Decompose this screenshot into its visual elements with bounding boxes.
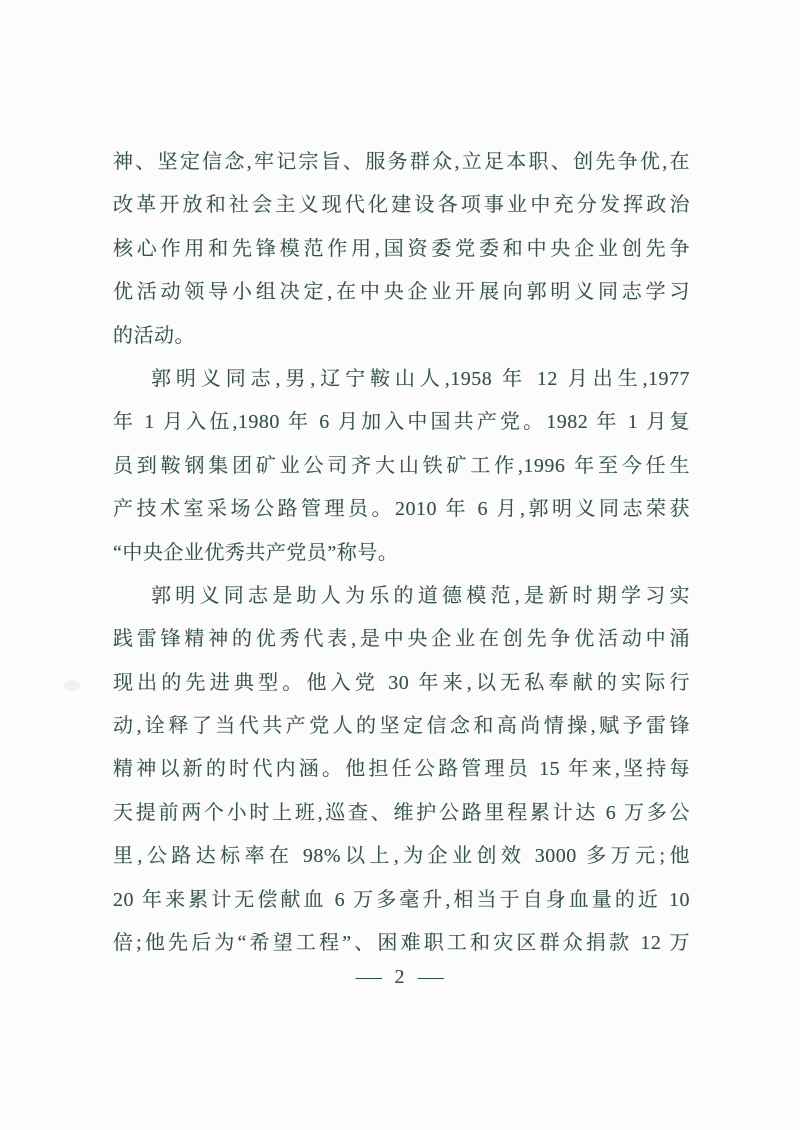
paragraph-1	[113, 141, 690, 358]
text-line: 里,公路达标率在 98%以上,为企业创效 3000 多万元;他	[113, 845, 690, 868]
text-line: 践雷锋精神的优秀代表,是中央企业在创先争优活动中涌	[113, 628, 690, 651]
text-line: 20 年来累计无偿献血 6 万多毫升,相当于自身血量的近 10	[113, 888, 690, 911]
footer-left-dash: —	[355, 966, 383, 988]
text-line: 优活动领导小组决定,在中央企业开展向郭明义同志学习	[113, 281, 690, 304]
text-line: 动,诠释了当代共产党人的坚定信念和高尚情操,赋予雷锋	[113, 715, 690, 738]
text-line: 员到鞍钢集团矿业公司齐大山铁矿工作,1996 年至今任生	[113, 454, 690, 477]
page-number: 2	[394, 966, 406, 988]
paragraph-2	[113, 358, 690, 575]
text-line: 年 1 月入伍,1980 年 6 月加入中国共产党。1982 年 1 月复	[113, 411, 690, 434]
text-line: 的活动。	[113, 324, 195, 347]
text-line: 改革开放和社会主义现代化建设各项事业中充分发挥政治	[113, 194, 690, 217]
text-line: 倍;他先后为“希望工程”、困难职工和灾区群众捐款 12 万	[113, 932, 690, 955]
document-body	[113, 141, 690, 965]
text-line: 产技术室采场公路管理员。2010 年 6 月,郭明义同志荣获	[113, 498, 690, 521]
text-line: 天提前两个小时上班,巡查、维护公路里程累计达 6 万多公	[113, 801, 690, 824]
scan-smudge-artifact	[64, 680, 80, 691]
paragraph-3	[113, 575, 690, 966]
text-line: 神、坚定信念,牢记宗旨、服务群众,立足本职、创先争优,在	[113, 151, 690, 173]
page-footer	[0, 966, 800, 989]
text-line: 现出的先进典型。他入党 30 年来,以无私奉献的实际行	[113, 671, 690, 694]
text-line: 精神以新的时代内涵。他担任公路管理员 15 年来,坚持每	[113, 758, 690, 781]
text-line: 郭明义同志是助人为乐的道德模范,是新时期学习实	[151, 584, 690, 607]
text-line: “中央企业优秀共产党员”称号。	[113, 541, 399, 564]
footer-right-dash: —	[417, 966, 445, 988]
text-line: 郭明义同志,男,辽宁鞍山人,1958 年 12 月出生,1977	[151, 367, 690, 390]
text-line: 核心作用和先锋模范作用,国资委党委和中央企业创先争	[113, 237, 690, 260]
